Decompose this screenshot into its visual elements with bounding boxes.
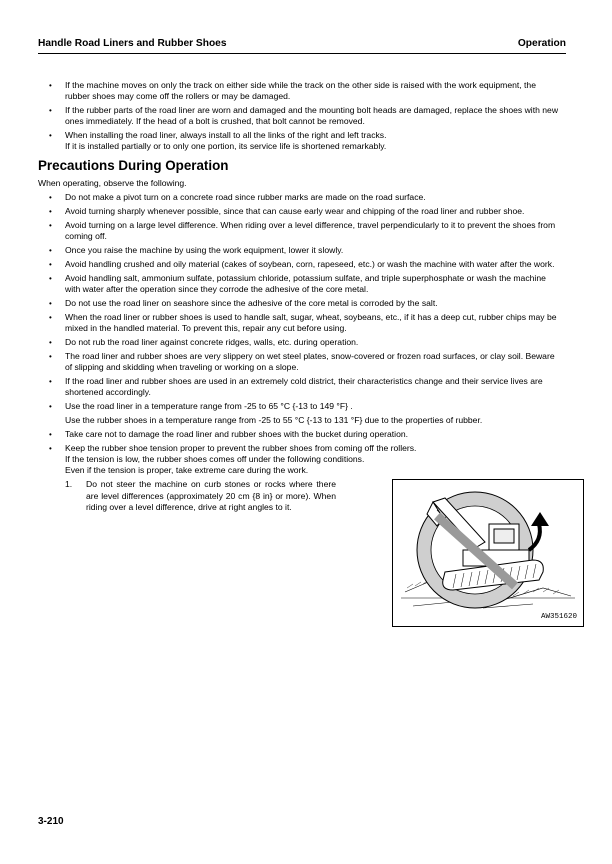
list-item: • Take care not to damage the road liner and rubber shoes with the bucket during operation. xyxy=(38,429,560,440)
prohibited-excavator-icon xyxy=(393,480,583,626)
list-item: • Avoid handling salt, ammonium sulfate, potassium chloride, potassium sulfate, and triple superphosphate or wash the machine with water after the operation since they corrode the adhesive of the core metal. xyxy=(38,273,560,295)
precaution-list xyxy=(38,192,560,476)
list-item: • Avoid handling crushed and oily material (cakes of soybean, corn, rapeseed, etc.) or wash the machine with water after the work. xyxy=(38,259,560,270)
header-section: Operation xyxy=(517,38,566,49)
page-number: 3-210 xyxy=(38,816,64,827)
list-item: • Do not use the road liner on seashore since the adhesive of the core metal is corroded by the salt. xyxy=(38,298,560,309)
list-item: • Keep the rubber shoe tension proper to prevent the rubber shoes from coming off the rollers. If the tension is low, the rubber shoes comes off under the following conditions. Even if the tension is proper, take extreme care during the work. xyxy=(38,443,560,476)
list-item: • If the road liner and rubber shoes are used in an extremely cold district, their characteristics change and their service lives are shortened accordingly. xyxy=(38,376,560,398)
list-item: • If the machine moves on only the track on either side while the track on the other side is raised with the work equipment, the rubber shoes may come off the rollers or may be damaged. xyxy=(38,80,560,102)
list-item: • Avoid turning on a large level difference. When riding over a level difference, travel perpendicularly to it to prevent the shoes from coming off. xyxy=(38,220,560,242)
numbered-item xyxy=(65,479,577,629)
figure-id: AW351620 xyxy=(540,613,577,621)
item-text: Do not steer the machine on curb stones or rocks where there are level differences (approximately 20 cm {8 in} or more). When riding over a level difference, drive at right angles to it. xyxy=(86,479,336,512)
list-item: • Do not make a pivot turn on a concrete road since rubber marks are made on the road surface. xyxy=(38,192,560,203)
list-item: • Do not rub the road liner against concrete ridges, walls, etc. during operation. xyxy=(38,337,560,348)
list-item: • The road liner and rubber shoes are very slippery on wet steel plates, snow-covered or frozen road surfaces, or clay soil. Beware of slipping and skidding when traveling or working on a slope. xyxy=(38,351,560,373)
list-item: • Use the road liner in a temperature range from -25 to 65 °C {-13 to 149 °F} . Use the rubber shoes in a temperature range from -25 to 55 °C {-13 to 131 °F} due to the properties of rubber. xyxy=(38,401,560,426)
header-title: Handle Road Liners and Rubber Shoes xyxy=(38,38,227,49)
list-item: • When the road liner or rubber shoes is used to handle salt, sugar, wheat, soybeans, etc., if it has a deep cut, rubber chips may be mixed in the handled material. To prevent this, repair any cut before using. xyxy=(38,312,560,334)
page-content xyxy=(38,80,577,629)
section-title: Precautions During Operation xyxy=(38,158,229,173)
list-item: • When installing the road liner, always install to all the links of the right and left tracks. If it is installed partially or to only one portion, its service life is shortened remarkably. xyxy=(38,130,560,152)
list-item: • Avoid turning sharply whenever possible, since that can cause early wear and chipping of the road liner and rubber shoe. xyxy=(38,206,560,217)
list-item: • If the rubber parts of the road liner are worn and damaged and the mounting bolt heads are damaged, replace the shoes with new ones immediately. If the head of a bolt is crushed, that bolt cannot be removed. xyxy=(38,105,560,127)
top-bullet-list xyxy=(38,80,560,152)
list-item: • Once you raise the machine by using the work equipment, lower it slowly. xyxy=(38,245,560,256)
section-intro: When operating, observe the following. xyxy=(38,178,187,188)
item-number: 1. xyxy=(65,479,73,489)
page-header xyxy=(38,38,566,54)
rubber-temp-note: Use the rubber shoes in a temperature range from -25 to 55 °C {-13 to 131 °F} due to the properties of rubber. xyxy=(65,415,483,425)
prohibited-excavator-figure xyxy=(392,479,584,627)
